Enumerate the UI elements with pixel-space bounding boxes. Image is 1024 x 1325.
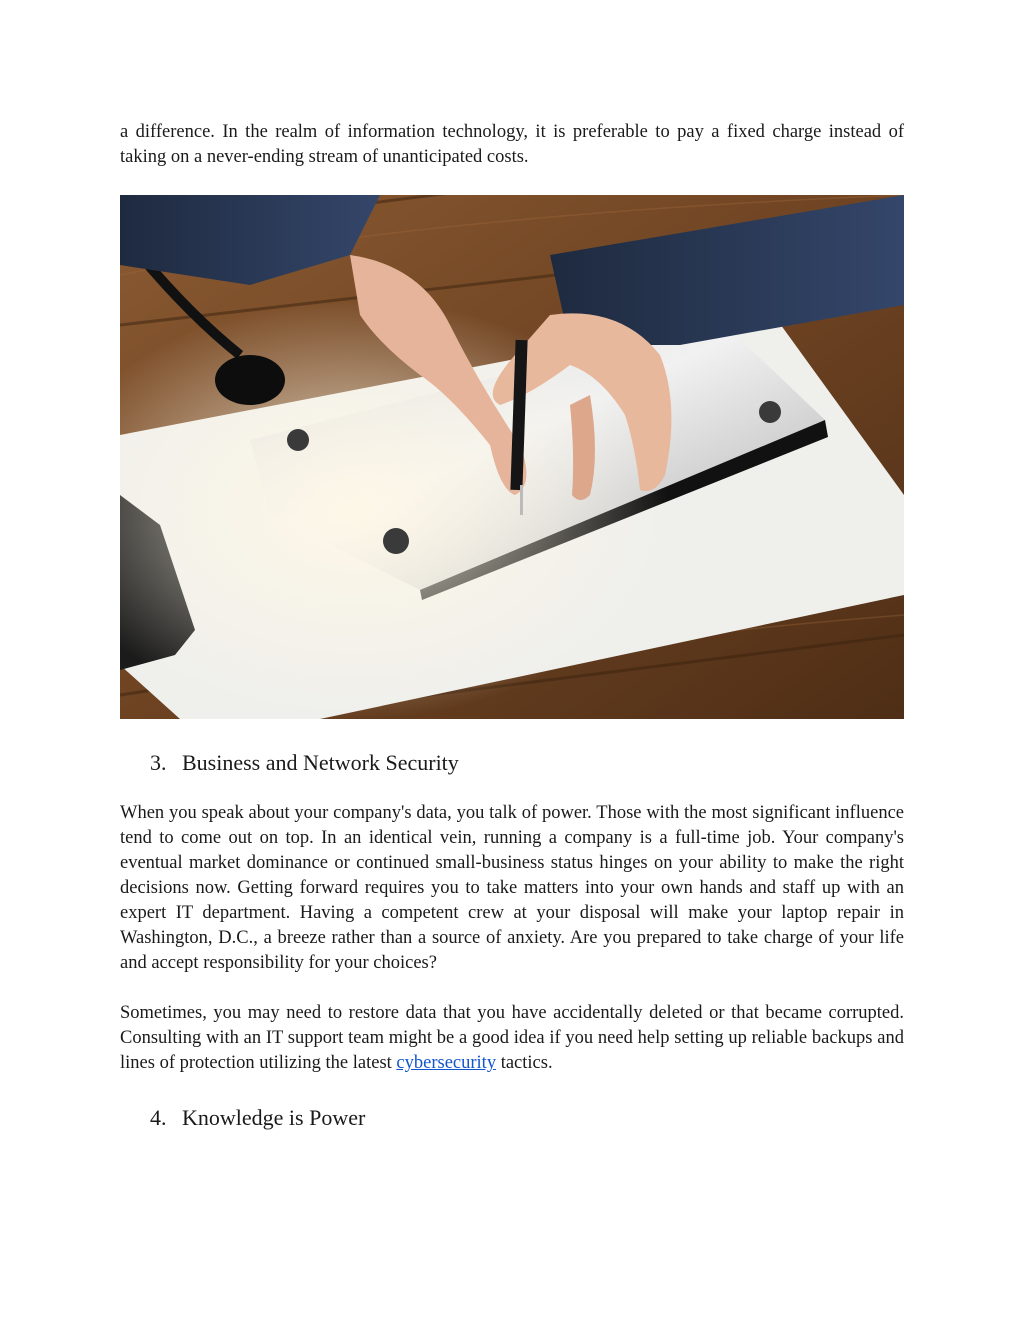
section-4-title: Knowledge is Power [182, 1105, 366, 1130]
paragraph-2-text-before: Sometimes, you may need to restore data that you have accidentally deleted or that became corrupted. Consulting with an IT support team might be a good idea if you need help setting up reliable backups and lines of protection utilizing the latest [120, 1003, 904, 1073]
laptop-repair-photo [120, 195, 904, 719]
intro-paragraph: a difference. In the realm of information technology, it is preferable to pay a fixed charge instead of taking on a never-ending stream of unanticipated costs. [120, 122, 904, 167]
section-4-heading [150, 1104, 365, 1132]
section-3-paragraph-2 [120, 1001, 904, 1076]
cybersecurity-link[interactable]: cybersecurity [396, 1053, 497, 1073]
section-3-number: 3. [150, 750, 167, 775]
paragraph-2-text-after: tactics. [496, 1053, 553, 1073]
section-3-title: Business and Network Security [182, 750, 459, 775]
section-3-paragraph-1: When you speak about your company's data, you talk of power. Those with the most significant influence tend to come out on top. In an identical vein, running a company is a full-time job. Your company's eventual market dominance or continued small-business status hinges on your ability to make the right decisions now. Getting forward requires you to take matters into your own hands and staff up with an expert IT department. Having a competent crew at your disposal will make your laptop repair in Washington, D.C., a breeze rather than a source of anxiety. Are you prepared to take charge of your life and accept responsibility for your choices? [120, 803, 904, 973]
section-4-number: 4. [150, 1105, 167, 1130]
section-3-heading [150, 749, 459, 777]
